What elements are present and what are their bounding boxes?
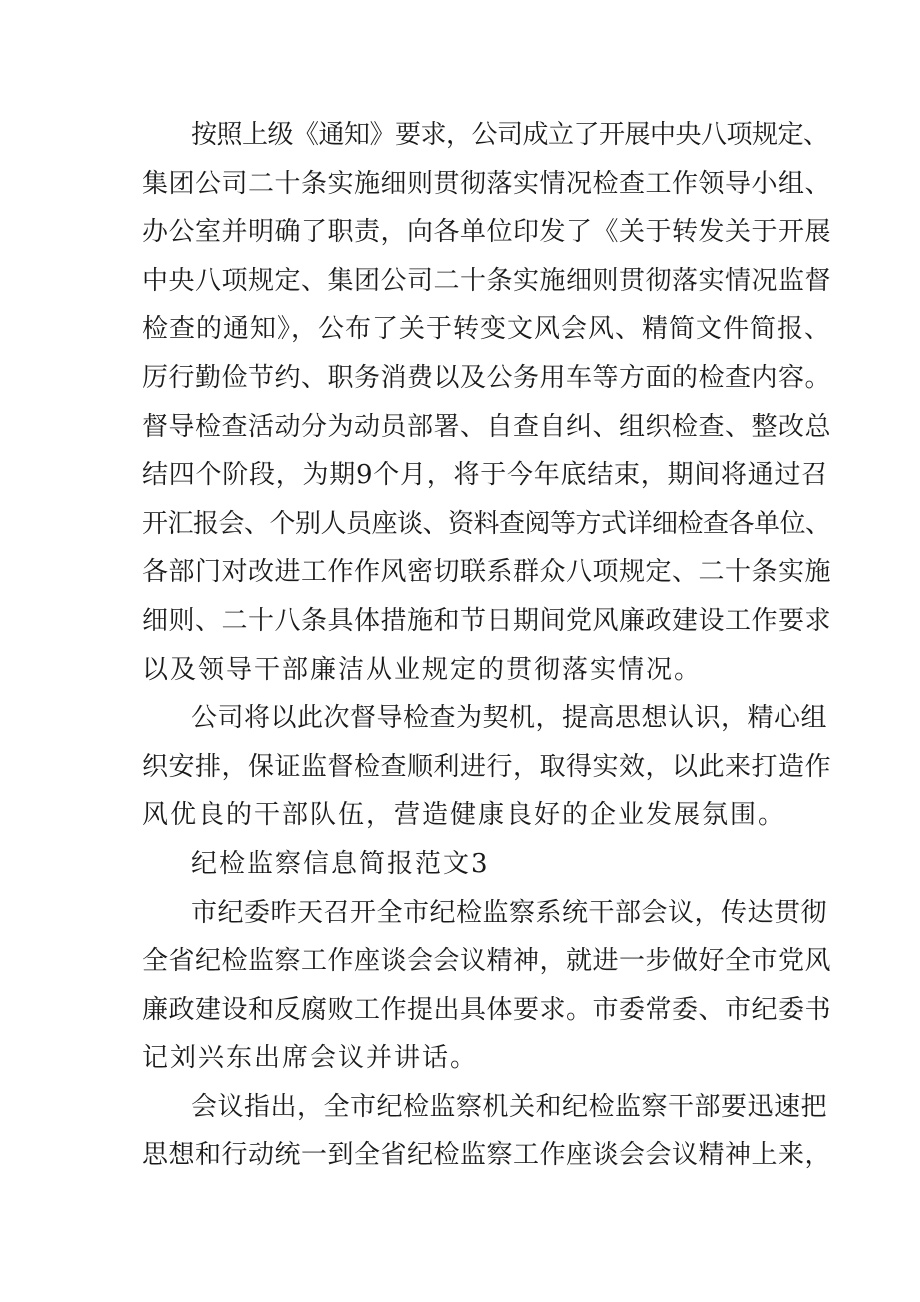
text-line: 以及领导干部廉洁从业规定的贯彻落实情况。 <box>142 654 703 685</box>
text-line: 开汇报会、个别人员座谈、资料查阅等方式详细检查各单位、 <box>142 508 831 539</box>
text-line: 记刘兴东出席会议并讲话。 <box>142 1043 479 1074</box>
text-line: 厉行勤俭节约、职务消费以及公务用车等方面的检查内容。 <box>142 362 832 393</box>
text-line: 公司将以此次督导检查为契机，提高思想认识，精心组 <box>191 703 828 734</box>
text-line: 督导检查活动分为动员部署、自查自纠、组织检查、整改总 <box>142 411 832 442</box>
text-line: 按照上级《通知》要求，公司成立了开展中央八项规定、 <box>191 120 829 150</box>
text-line: 各部门对改进工作作风密切联系群众八项规定、二十条实施 <box>142 557 832 588</box>
text-line: 会议指出，全市纪检监察机关和纪检监察干部要迅速把 <box>191 1091 828 1122</box>
text-line: 思想和行动统一到全省纪检监察工作座谈会会议精神上来， <box>142 1140 832 1171</box>
text-line: 结四个阶段，为期9个月，将于今年底结束，期间将通过召 <box>142 460 829 491</box>
section-heading: 纪检监察信息简报范文3 <box>191 848 490 879</box>
text-line: 织安排，保证监督检查顺利进行，取得实效，以此来打造作 <box>142 751 832 782</box>
text-line: 集团公司二十条实施细则贯彻落实情况检查工作领导小组、 <box>142 168 832 199</box>
document-body <box>142 111 832 1180</box>
text-line: 中央八项规定、集团公司二十条实施细则贯彻落实情况监督 <box>142 265 832 296</box>
text-line: 市纪委昨天召开全市纪检监察系统干部会议，传达贯彻 <box>191 897 828 928</box>
text-line: 廉政建设和反腐败工作提出具体要求。市委常委、市纪委书 <box>142 994 832 1025</box>
text-line: 风优良的干部队伍，营造健康良好的企业发展氛围。 <box>142 800 787 831</box>
text-line: 检查的通知》，公布了关于转变文风会风、精简文件简报、 <box>142 314 832 345</box>
text-line: 办公室并明确了职责，向各单位印发了《关于转发关于开展 <box>142 217 832 248</box>
text-line: 细则、二十八条具体措施和节日期间党风廉政建设工作要求 <box>142 605 832 636</box>
text-line: 全省纪检监察工作座谈会会议精神，就进一步做好全市党风 <box>142 946 832 977</box>
